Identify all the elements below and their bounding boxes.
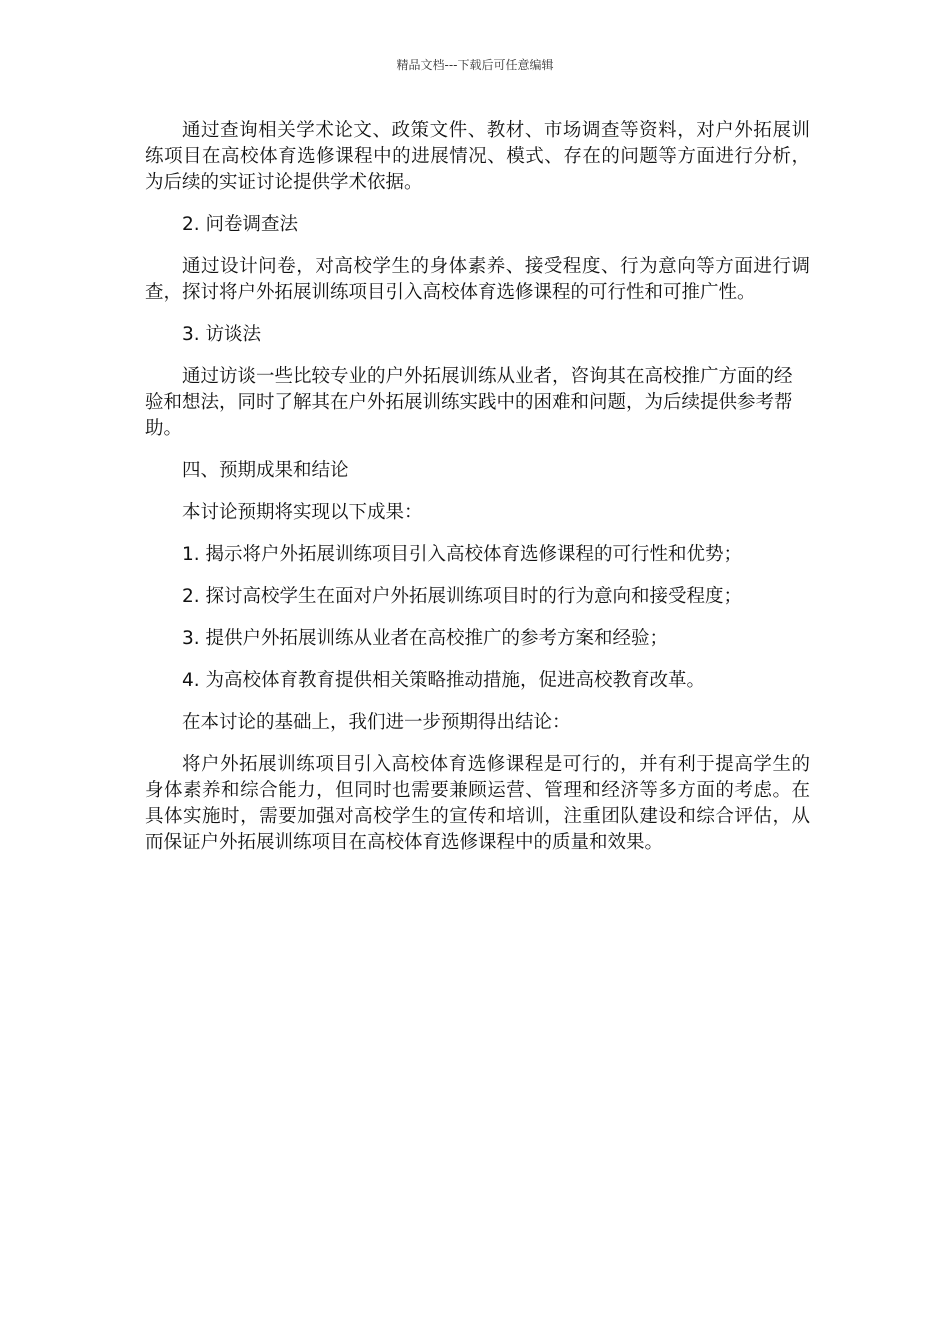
outcome-item: 2. 探讨高校学生在面对户外拓展训练项目时的行为意向和接受程度； [182,586,743,607]
questionnaire-paragraph: 通过设计问卷，对高校学生的身体素养、接受程度、行为意向等方面进行调查，探讨将户外拓展训练项目引入高校体育选修课程的可行性和可推广性。 [145,256,810,303]
outcome-item: 3. 提供户外拓展训练从业者在高校推广的参考方案和经验； [182,628,669,649]
document-body [145,118,810,872]
page-header: 精品文档---下载后可任意编辑 [396,58,554,72]
outcome-item: 1. 揭示将户外拓展训练项目引入高校体育选修课程的可行性和优势； [182,544,743,565]
conclusion-intro: 在本讨论的基础上，我们进一步预期得出结论： [182,712,571,733]
questionnaire-heading: 2. 问卷调查法 [182,214,299,235]
literature-method-paragraph: 通过查询相关学术论文、政策文件、教材、市场调查等资料，对户外拓展训练项目在高校体育选修课程中的进展情况、模式、存在的问题等方面进行分析，为后续的实证讨论提供学术依据。 [145,120,810,193]
outcome-item: 4. 为高校体育教育提供相关策略推动措施，促进高校教育改革。 [182,670,706,691]
outcomes-intro: 本讨论预期将实现以下成果： [182,502,423,523]
section-four-heading: 四、预期成果和结论 [182,460,349,481]
interview-heading: 3. 访谈法 [182,324,262,345]
conclusion-paragraph: 将户外拓展训练项目引入高校体育选修课程是可行的，并有利于提高学生的身体素养和综合能力，但同时也需要兼顾运营、管理和经济等多方面的考虑。在具体实施时，需要加强对高校学生的宣传和培训，注重团队建设和综合评估，从而保证户外拓展训练项目在高校体育选修课程中的质量和效果。 [145,754,810,853]
interview-paragraph: 通过访谈一些比较专业的户外拓展训练从业者，咨询其在高校推广方面的经验和想法，同时了解其在户外拓展训练实践中的困难和问题，为后续提供参考帮助。 [145,366,793,439]
